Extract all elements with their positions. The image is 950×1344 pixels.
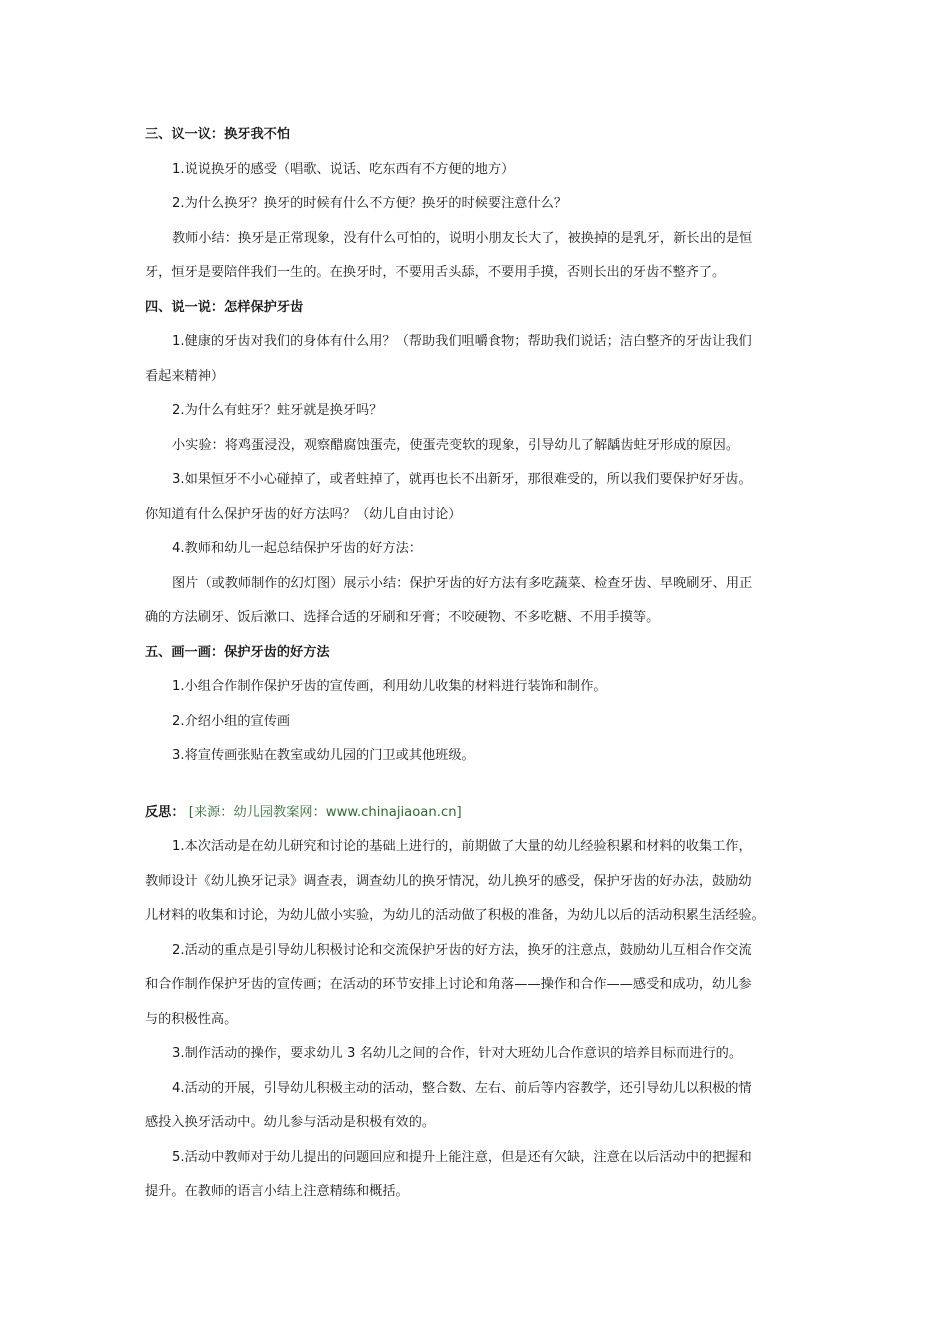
section4-experiment: 小实验：将鸡蛋浸没，观察醋腐蚀蛋壳，使蛋壳变软的现象，引导幼儿了解龋齿蛀牙形成的原因。 bbox=[172, 437, 740, 453]
section4-item-1-line-2: 看起来精神） bbox=[145, 368, 225, 384]
reflection-p1-line-2: 教师设计《幼儿换牙记录》调查表，调查幼儿的换牙情况，幼儿换牙的感受，保护牙齿的好办法，鼓励幼 bbox=[145, 873, 752, 889]
section4-heading: 四、说一说：怎样保护牙齿 bbox=[145, 299, 304, 315]
reflection-header bbox=[145, 796, 810, 831]
section5-item-3: 3.将宣传画张贴在教室或幼儿园的门卫或其他班级。 bbox=[172, 748, 475, 763]
reflection-label: 反思： bbox=[145, 804, 185, 820]
section3-item-1: 1.说说换牙的感受（唱歌、说话、吃东西有不方便的地方） bbox=[172, 161, 515, 177]
reflection-p3: 3.制作活动的操作，要求幼儿 3 名幼儿之间的合作，针对大班幼儿合作意识的培养目标而进行的。 bbox=[172, 1046, 743, 1061]
document-page bbox=[145, 118, 810, 1210]
section4-item-3-line-1: 3.如果恒牙不小心碰掉了，或者蛀掉了，就再也长不出新牙，那很难受的，所以我们要保护好牙齿。 bbox=[172, 472, 752, 487]
reflection-p4-line-2: 感投入换牙活动中。幼儿参与活动是积极有效的。 bbox=[145, 1115, 436, 1130]
reflection-p5-line-1: 5.活动中教师对于幼儿提出的问题回应和提升上能注意，但是还有欠缺，注意在以后活动中的把握和 bbox=[172, 1149, 752, 1165]
section5-item-2: 2.介绍小组的宣传画 bbox=[172, 713, 291, 729]
section3-item-2: 2.为什么换牙？换牙的时候有什么不方便？换牙的时候要注意什么？ bbox=[172, 196, 568, 211]
section3-summary-line-1: 教师小结：换牙是正常现象，没有什么可怕的，说明小朋友长大了，被换掉的是乳牙，新长出的是恒 bbox=[172, 230, 753, 246]
section4-item-3-line-2: 你知道有什么保护牙齿的好方法吗？（幼儿自由讨论） bbox=[145, 506, 462, 522]
section4-item-4: 4.教师和幼儿一起总结保护牙齿的好方法： bbox=[172, 541, 422, 556]
reflection-p5-line-2: 提升。在教师的语言小结上注意精练和概括。 bbox=[145, 1184, 409, 1199]
reflection-p1-line-3: 儿材料的收集和讨论，为幼儿做小实验，为幼儿的活动做了积极的准备，为幼儿以后的活动积累生活经验。 bbox=[145, 908, 765, 923]
reflection-p1-line-1: 1.本次活动是在幼儿研究和讨论的基础上进行的，前期做了大量的幼儿经验积累和材料的收集工作， bbox=[172, 839, 752, 854]
reflection-p2-line-2: 和合作制作保护牙齿的宣传画；在活动的环节安排上讨论和角落——操作和合作——感受和成功，幼儿参 bbox=[145, 977, 752, 992]
section4-item-2: 2.为什么有蛀牙？蛀牙就是换牙吗？ bbox=[172, 403, 383, 418]
section5-heading: 五、画一画：保护牙齿的好方法 bbox=[145, 644, 330, 660]
section5-item-1: 1.小组合作制作保护牙齿的宣传画，利用幼儿收集的材料进行装饰和制作。 bbox=[172, 679, 607, 694]
section3-heading: 三、议一议：换牙我不怕 bbox=[145, 127, 291, 142]
reflection-p2-line-3: 与的积极性高。 bbox=[145, 1011, 238, 1027]
section4-item-1-line-1: 1.健康的牙齿对我们的身体有什么用？（帮助我们咀嚼食物；帮助我们说话；洁白整齐的牙齿让我们 bbox=[172, 334, 752, 349]
section4-pictures-line-2: 确的方法刷牙、饭后漱口、选择合适的牙刷和牙膏；不咬硬物、不多吃糖、不用手摸等。 bbox=[145, 610, 660, 625]
section4-pictures-line-1: 图片（或教师制作的幻灯图）展示小结：保护牙齿的好方法有多吃蔬菜、检查牙齿、早晚刷牙、用正 bbox=[172, 575, 753, 591]
spacer bbox=[145, 774, 810, 796]
section3-summary-line-2: 牙，恒牙是要陪伴我们一生的。在换牙时，不要用舌头舔，不要用手摸，否则长出的牙齿不整齐了。 bbox=[145, 265, 726, 280]
source-link[interactable]: [来源：幼儿园教案网：www.chinajiaoan.cn] bbox=[188, 804, 462, 820]
reflection-p4-line-1: 4.活动的开展，引导幼儿积极主动的活动，整合数、左右、前后等内容教学，还引导幼儿以积极的情 bbox=[172, 1080, 752, 1096]
reflection-p2-line-1: 2.活动的重点是引导幼儿积极讨论和交流保护牙齿的好方法，换牙的注意点，鼓励幼儿互相合作交流 bbox=[172, 942, 752, 958]
